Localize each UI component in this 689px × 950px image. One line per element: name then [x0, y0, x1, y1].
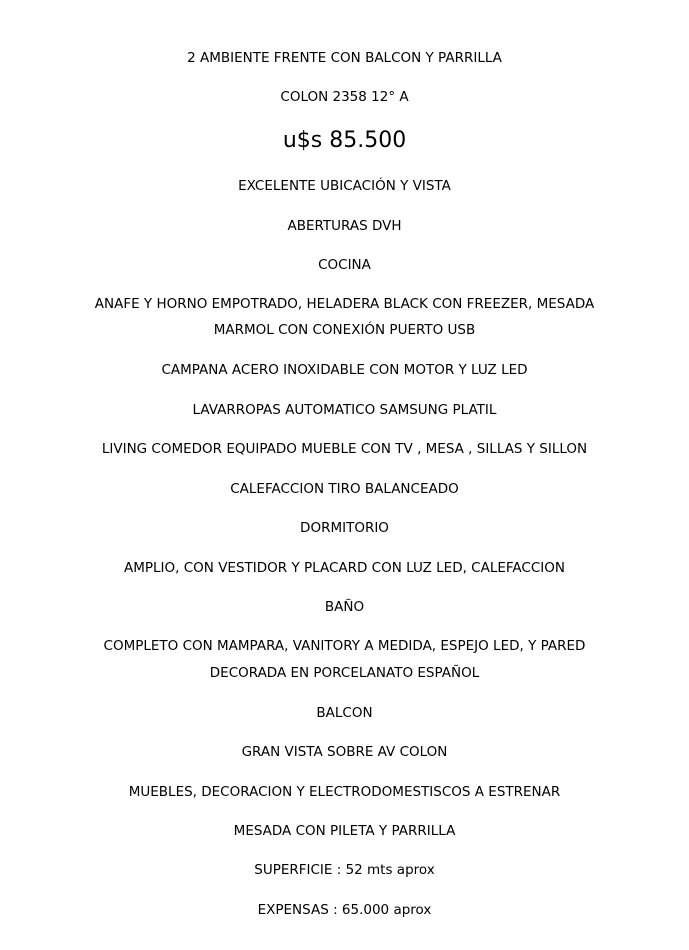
kitchen-line: MARMOL CON CONEXIÓN PUERTO USB [213, 322, 476, 338]
balcony-line: MUEBLES, DECORACION Y ELECTRODOMESTISCOS A ESTRENAR [128, 784, 561, 800]
feature-openings: ABERTURAS DVH [287, 218, 402, 234]
bathroom-line: COMPLETO CON MAMPARA, VANITORY A MEDIDA, ESPEJO LED, Y PARED [103, 638, 586, 654]
balcony-heading: BALCON [316, 705, 373, 721]
feature-location: EXCELENTE UBICACIÓN Y VISTA [238, 178, 451, 194]
kitchen-heading: COCINA [318, 257, 371, 273]
kitchen-line: LAVARROPAS AUTOMATICO SAMSUNG PLATIL [192, 402, 497, 418]
surface-area: SUPERFICIE : 52 mts aprox [254, 862, 435, 878]
bathroom-line: DECORADA EN PORCELANATO ESPAÑOL [209, 665, 480, 681]
bedroom-heading: DORMITORIO [300, 520, 389, 536]
living-line: CALEFACCION TIRO BALANCEADO [230, 481, 459, 497]
kitchen-line: CAMPANA ACERO INOXIDABLE CON MOTOR Y LUZ LED [161, 362, 528, 378]
listing-price: u$s 85.500 [282, 128, 407, 153]
expenses: EXPENSAS : 65.000 aprox [257, 902, 432, 918]
bedroom-line: AMPLIO, CON VESTIDOR Y PLACARD CON LUZ LED, CALEFACCION [124, 560, 565, 576]
balcony-line: MESADA CON PILETA Y PARRILLA [233, 823, 456, 839]
listing-title: 2 AMBIENTE FRENTE CON BALCON Y PARRILLA [187, 50, 502, 66]
listing-address: COLON 2358 12° A [280, 89, 409, 105]
living-line: LIVING COMEDOR EQUIPADO MUEBLE CON TV , MESA , SILLAS Y SILLON [101, 441, 588, 457]
bathroom-heading: BAÑO [324, 599, 365, 615]
balcony-line: GRAN VISTA SOBRE AV COLON [241, 744, 448, 760]
kitchen-line: ANAFE Y HORNO EMPOTRADO, HELADERA BLACK CON FREEZER, MESADA [94, 296, 595, 312]
